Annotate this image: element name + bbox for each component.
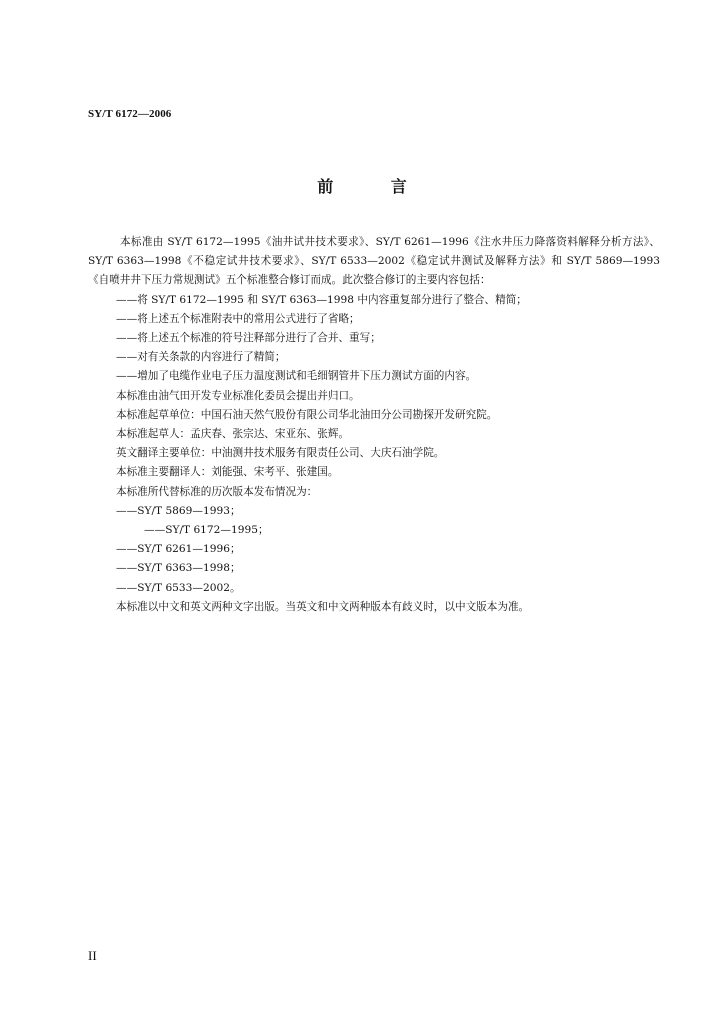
change-item: ——增加了电缆作业电子压力温度测试和毛细钢管井下压力测试方面的内容。 [116,370,477,383]
change-item: ——将上述五个标准的符号注释部分进行了合并、重写； [116,332,381,345]
history-item: ——SY/T 5869—1993； [116,504,241,517]
closing-statement: 本标准以中文和英文两种文字出版。当英文和中文两种版本有歧义时，以中文版本为准。 [116,600,530,613]
history-item: ——SY/T 6363—1998； [116,562,241,575]
statement-translators: 本标准主要翻译人：刘能强、宋考平、张建国。 [116,466,339,479]
foreword-body [88,233,660,617]
change-item: ——将上述五个标准附表中的常用公式进行了省略； [116,312,360,325]
history-item: ——SY/T 6172—1995； [144,524,269,537]
intro-paragraph: 本标准由 SY/T 6172—1995《油井试井技术要求》、SY/T 6261—1996《注水井压力降落资料解释分析方法》、SY/T 6363—1998《不稳定试井技术要求》、SY/T 6533—2002《稳定试井测试及解释方法》和 SY/T 5869—1993《自喷井井下压力常规测试》五个标准整合修订而成。此次整合修订的主要内容包括： [88,236,660,287]
change-item: ——将 SY/T 6172—1995 和 SY/T 6363—1998 中内容重复部分进行了整合、精简； [116,293,527,306]
change-item: ——对有关条款的内容进行了精简； [116,351,286,364]
history-item: ——SY/T 6261—1996； [116,543,241,556]
standard-code-header: SY/T 6172—2006 [88,108,172,120]
page-number: II [88,948,97,963]
statement-history-intro: 本标准所代替标准的历次版本发布情况为： [116,485,318,498]
statement-translation-unit: 英文翻译主要单位：中油测井技术服务有限责任公司、大庆石油学院。 [116,447,445,460]
statement-drafters: 本标准起草人：孟庆春、张宗达、宋亚东、张辉。 [116,428,350,441]
page-title: 前 言 [317,177,433,196]
statement-drafting-unit: 本标准起草单位：中国石油天然气股份有限公司华北油田分公司勘探开发研究院。 [116,408,498,421]
statement-proposer: 本标准由油气田开发专业标准化委员会提出并归口。 [116,389,360,402]
history-item: ——SY/T 6533—2002。 [116,581,241,594]
